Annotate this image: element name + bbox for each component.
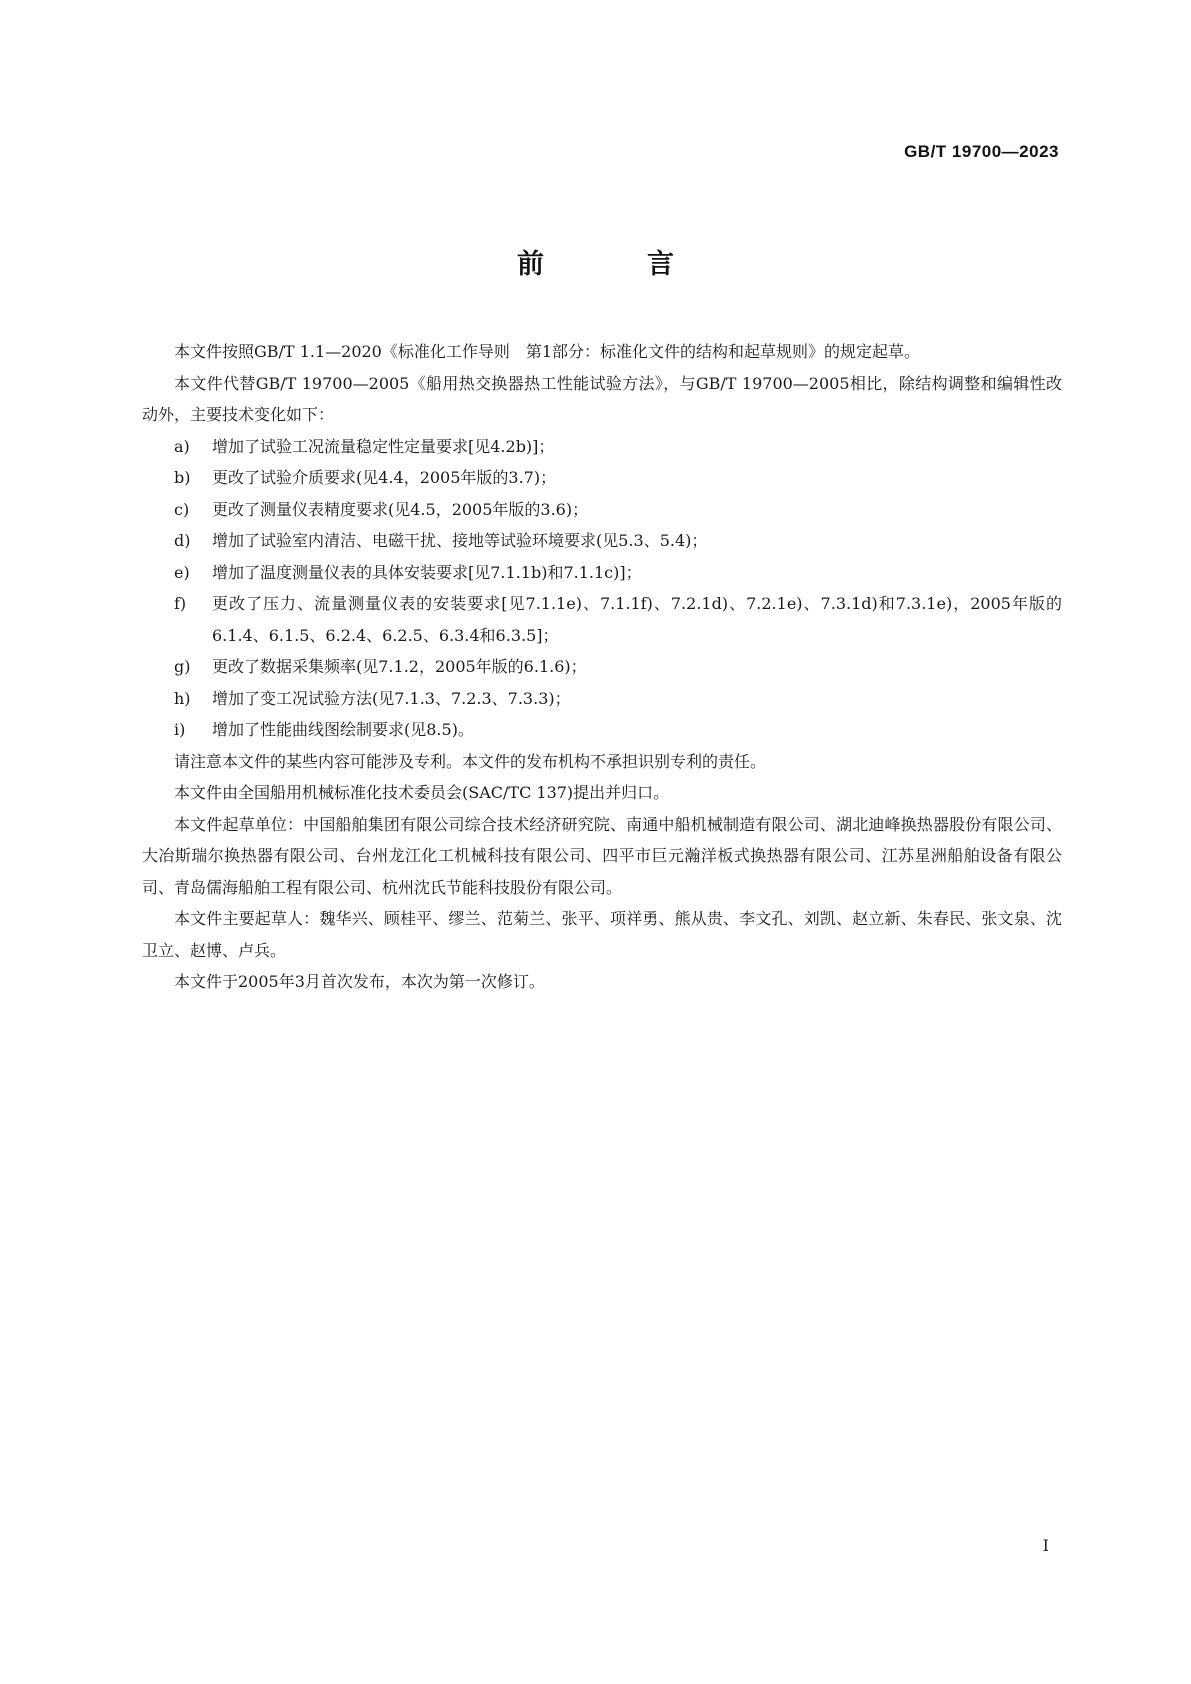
list-item [142, 588, 1062, 651]
list-marker: e) [174, 562, 190, 582]
list-marker: g) [174, 657, 191, 676]
body-paragraph: 本文件代替GB/T 19700—2005《船用热交换器热工性能试验方法》，与GB/T 19700—2005相比，除结构调整和编辑性改动外，主要技术变化如下： [142, 373, 1062, 424]
technical-changes-list [142, 431, 1062, 746]
list-marker: a) [174, 436, 190, 456]
list-item-text: 更改了试验介质要求(见4.4，2005年版的3.7)； [212, 468, 557, 487]
list-item [142, 557, 1062, 589]
list-marker: b) [174, 468, 191, 487]
list-item [142, 431, 1062, 463]
list-item [142, 525, 1062, 557]
page-title: 前 言 [517, 249, 712, 280]
list-item-text: 增加了试验室内清洁、电磁干扰、接地等试验环境要求(见5.3、5.4)； [212, 531, 708, 550]
list-item-text: 更改了压力、流量测量仪表的安装要求[见7.1.1e)、7.1.1f)、7.2.1d)、7.2.1e)、7.3.1d)和7.3.1e)，2005年版的6.1.4、6.1.5、6.2.4、6.2.5、6.3.4和6.3.5]； [212, 594, 1062, 645]
list-item-text: 增加了性能曲线图绘制要求(见8.5)。 [212, 720, 474, 739]
list-marker: c) [174, 499, 190, 519]
list-marker: f) [174, 594, 187, 613]
list-item [142, 494, 1062, 526]
list-item [142, 683, 1062, 715]
list-item-text: 增加了变工况试验方法(见7.1.3、7.2.3、7.3.3)； [212, 688, 571, 708]
list-item [142, 714, 1062, 746]
list-item-text: 增加了试验工况流量稳定性定量要求[见4.2b)]； [212, 436, 555, 456]
patent-notice: 请注意本文件的某些内容可能涉及专利。本文件的发布机构不承担识别专利的责任。 [174, 751, 767, 771]
standard-code: GB/T 19700—2023 [904, 142, 1059, 161]
body-paragraph: 本文件按照GB/T 1.1—2020《标准化工作导则 第1部分：标准化文件的结构和起草规则》的规定起草。 [174, 342, 921, 361]
list-item-text: 更改了测量仪表精度要求(见4.5，2005年版的3.6)； [212, 499, 589, 519]
drafters: 本文件主要起草人：魏华兴、顾桂平、缪兰、范菊兰、张平、项祥勇、熊从贵、李文孔、刘凯、赵立新、朱春民、张文泉、沈卫立、赵博、卢兵。 [142, 909, 1062, 960]
list-item-text: 增加了温度测量仪表的具体安装要求[见7.1.1b)和7.1.1c)]； [212, 562, 642, 582]
proposer-statement: 本文件由全国船用机械标准化技术委员会(SAC/TC 137)提出并归口。 [174, 783, 670, 802]
page-number: I [1042, 1536, 1049, 1555]
release-history: 本文件于2005年3月首次发布，本次为第一次修订。 [174, 972, 545, 991]
list-marker: i) [174, 720, 186, 739]
list-item-text: 更改了数据采集频率(见7.1.2，2005年版的6.1.6)； [212, 657, 587, 676]
document-body [142, 336, 1062, 998]
list-marker: h) [174, 688, 191, 708]
list-marker: d) [174, 531, 191, 550]
drafting-organizations: 本文件起草单位：中国船舶集团有限公司综合技术经济研究院、南通中船机械制造有限公司、湖北迪峰换热器股份有限公司、大冶斯瑞尔换热器有限公司、台州龙江化工机械科技有限公司、四平市巨元瀚洋板式换热器有限公司、江苏星洲船舶设备有限公司、青岛儒海船舶工程有限公司、杭州沈氏节能科技股份有限公司。 [142, 814, 1062, 897]
list-item [142, 651, 1062, 683]
list-item [142, 462, 1062, 494]
